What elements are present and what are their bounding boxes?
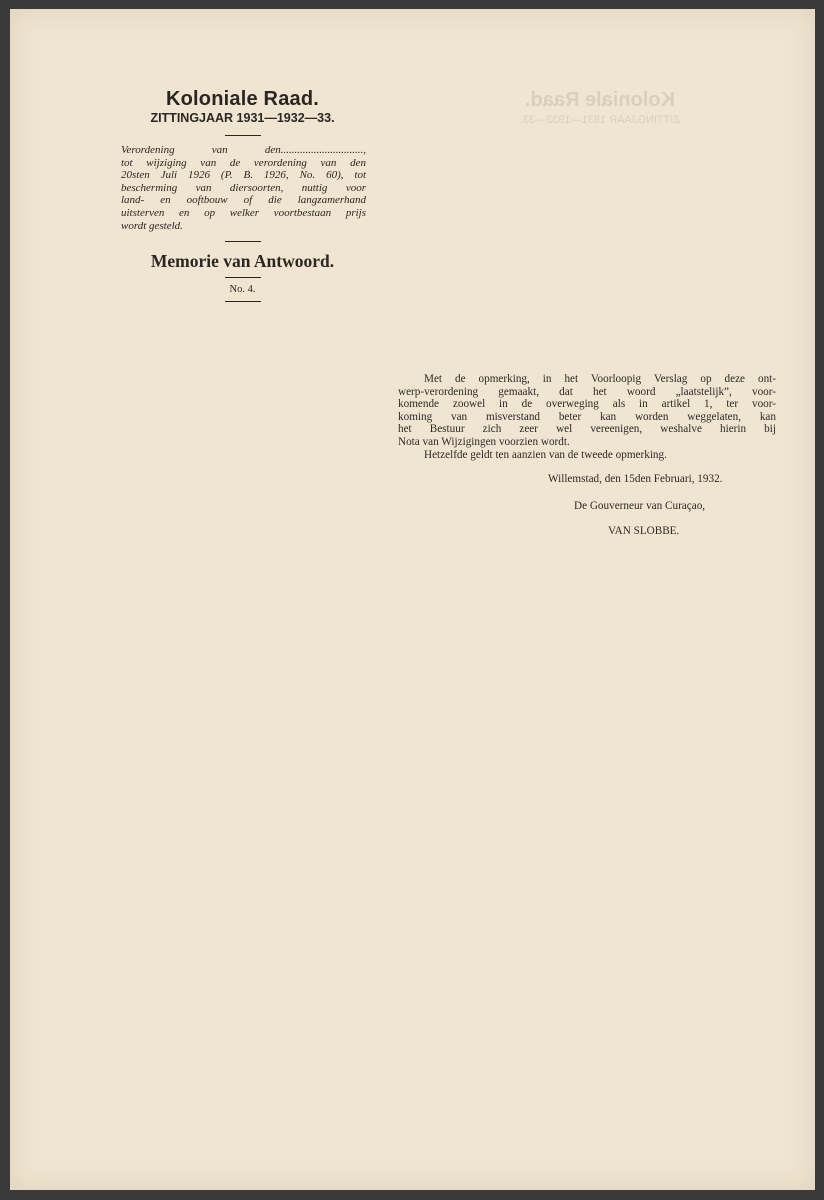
divider-rule (225, 241, 261, 242)
ordinance-line: tot wijziging van de verordening van den (121, 156, 366, 169)
document-number: No. 4. (229, 284, 256, 296)
signature-name: VAN SLOBBE. (608, 525, 680, 538)
divider-rule (225, 301, 261, 302)
header-column (115, 87, 370, 310)
document-page (10, 9, 815, 1190)
bleed-through-text (480, 89, 720, 126)
ordinance-line: uitsterven en op welker voortbestaan prijs (121, 206, 366, 219)
body-line: het Bestuur zich zeer wel vereenigen, weshalve hierin bij (398, 423, 776, 436)
signature-place-date: Willemstad, den 15den Februari, 1932. (548, 473, 723, 486)
divider-rule (225, 277, 261, 278)
ordinance-line: bescherming van diersoorten, nuttig voor (121, 181, 366, 194)
signature-title: De Gouverneur van Curaçao, (574, 499, 706, 512)
bleed-through-session: ZITTINGJAAR 1931—1932—33. (519, 114, 681, 126)
session-year: ZITTINGJAAR 1931—1932—33. (150, 111, 335, 125)
body-line: koming van misverstand beter kan worden weggelaten, kan (398, 410, 776, 423)
body-line: Hetzelfde geldt ten aanzien van de tweede opmerking. (424, 448, 667, 461)
body-line: werp-verordening gemaakt, dat het woord „laatstelijk”, voor- (398, 385, 776, 398)
body-column (398, 373, 776, 538)
bleed-through-title: Koloniale Raad. (524, 89, 676, 111)
document-type-heading: Memorie van Antwoord. (150, 251, 335, 272)
body-line: Nota van Wijzigingen voorzien wordt. (398, 435, 570, 448)
ordinance-line: land- en ooftbouw of die langzamerhand (121, 194, 366, 207)
ordinance-line: 20sten Juli 1926 (P. B. 1926, No. 60), tot (121, 169, 366, 182)
body-line: komende zoowel in de overweging als in artikel 1, ter voor- (398, 398, 776, 411)
council-title: Koloniale Raad. (165, 88, 320, 110)
divider-rule (225, 135, 261, 136)
ordinance-line: Verordening van den.............................., (121, 144, 366, 156)
ordinance-description (121, 144, 366, 232)
ordinance-line: wordt gesteld. (121, 219, 183, 232)
body-line: Met de opmerking, in het Voorloopig Verslag op deze ont- (424, 373, 776, 385)
